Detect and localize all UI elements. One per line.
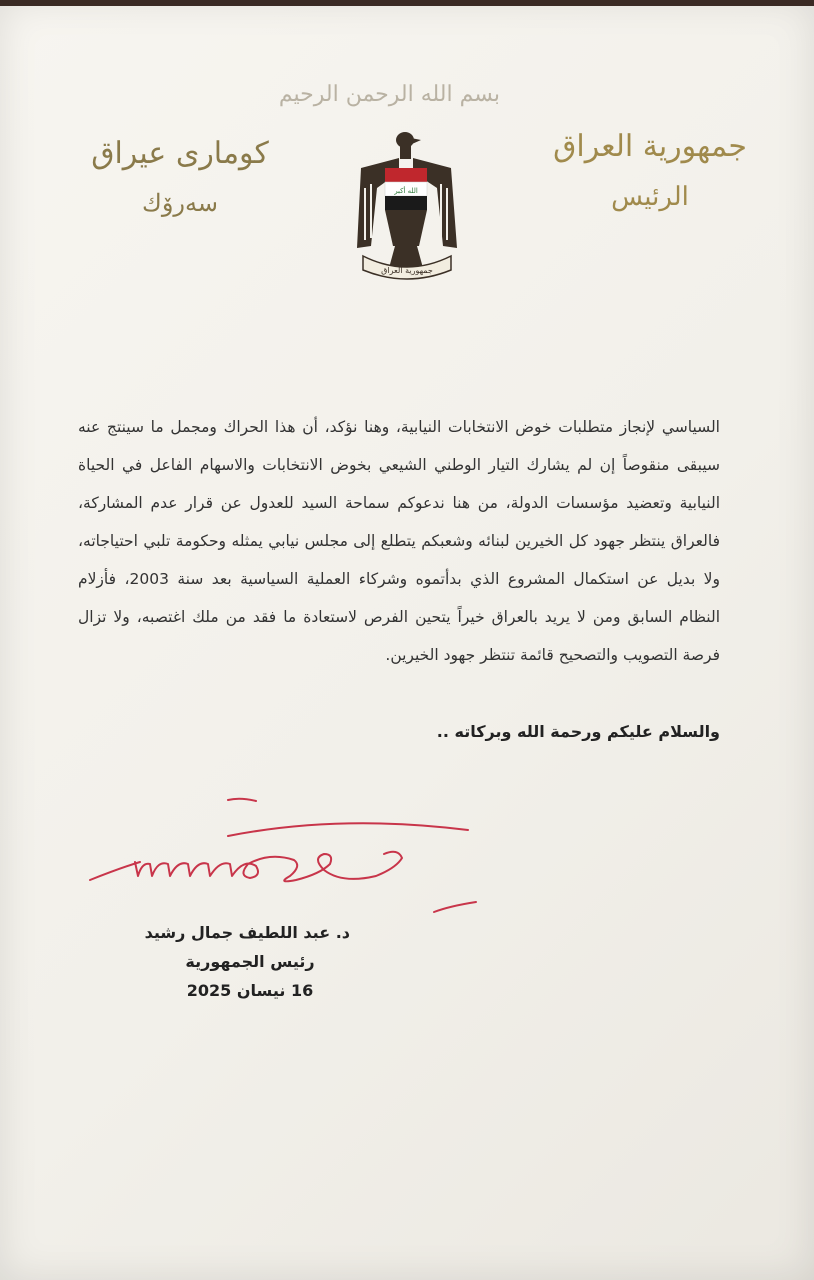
arabic-header [540,120,760,230]
signatory-name: د. عبد اللطيف جمال رشيد [144,923,350,942]
signatory-title: رئيس الجمهورية [185,952,315,971]
signature-block [144,918,350,1005]
closing-salutation: والسلام عليكم ورحمة الله وبركاته .. [436,722,720,741]
arabic-header-country: جمهورية العراق [553,129,747,164]
arabic-header-title: الرئيس [611,182,689,212]
iraq-eagle-emblem-icon [355,128,459,284]
basmala: بسم الله الرحمن الرحيم [278,82,500,107]
handwritten-signature [80,792,490,922]
letter-body-paragraph: السياسي لإنجاز متطلبات خوض الانتخابات النيابية، وهنا نؤكد، أن هذا الحراك ومجمل ما سينتج عنه سيبقى منقوصاً إن لم يشارك التيار الوطني الشيعي بخوض الانتخابات والاسهام الفاعل في الحياة النيابية وتعضيد مؤسسات الدولة، من هنا ندعوكم سماحة السيد للعدول عن قرار عدم المشاركة، فالعراق ينتظر جهود كل الخيرين لبنائه وشعبكم يتطلع إلى مجلس نيابي يمثله وحكومة تلبي احتياجاته، ولا بديل عن استكمال المشروع الذي بدأتموه وشركاء العملية السياسية بعد سنة 2003، فأزلام النظام السابق ومن لا يريد بالعراق خيراً يتحين الفرص لاستعادة ما فقد من ملك اغتصبه، ولا تزال فرصة التصويب والتصحيح قائمة تنتظر جهود الخيرين. [78,418,721,664]
kurdish-header-country: كوماری عیراق [91,136,269,171]
emblem-label: جمهورية العراق [381,266,433,275]
kurdish-header-title: سەرۆك [142,189,218,217]
page-top-edge [0,0,814,6]
kurdish-header [70,128,290,238]
emblem-flag-text: الله أكبر [394,187,418,195]
letter-date: 16 نيسان 2025 [186,981,314,1000]
